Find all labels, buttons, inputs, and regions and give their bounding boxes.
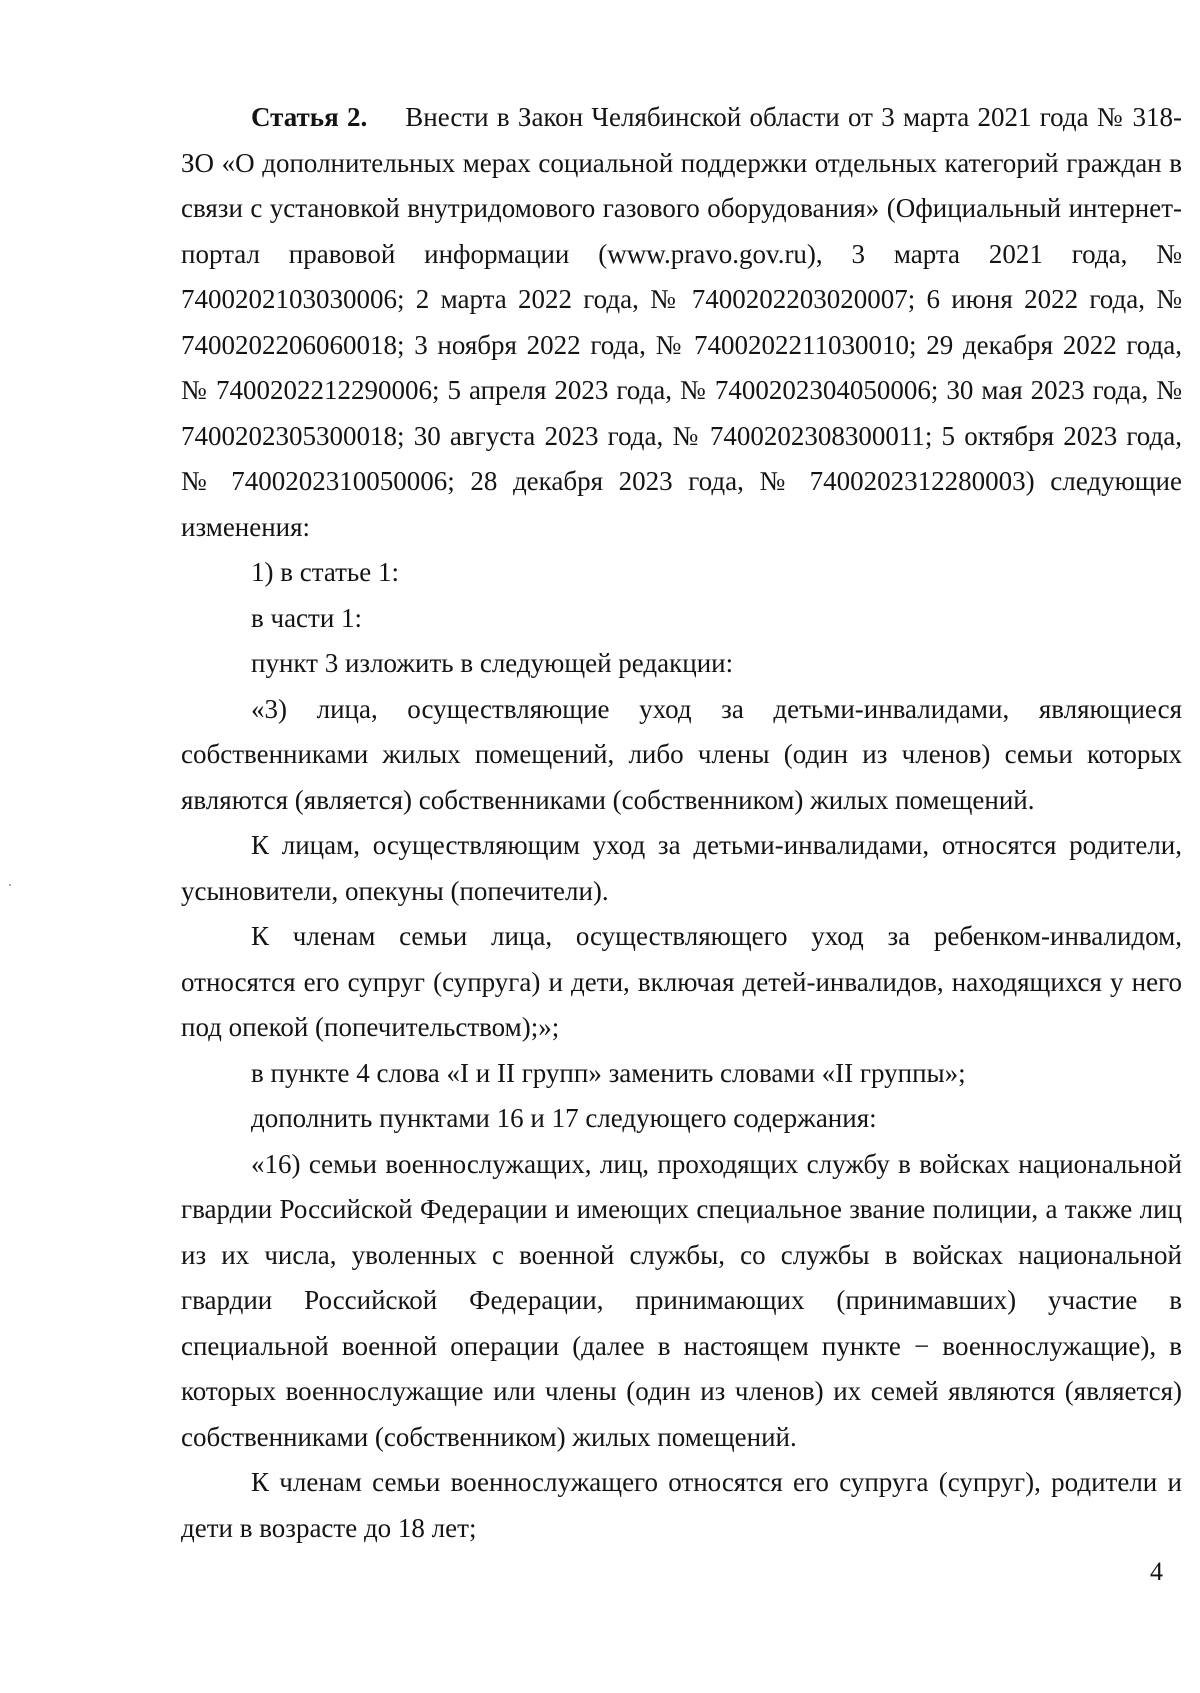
caregivers-definition: К лицам, осуществляющим уход за детьми-инвалидами, относятся родители, усыновители, опекуны (попечители). [181,830,1182,906]
article-heading: Статья 2. [251,102,368,132]
sub-item-part-1: в части 1: [251,602,363,633]
military-family-definition: К членам семьи военнослужащего относятся его супруга (супруг), родители и дети в возрасте до 18 лет; [181,1467,1182,1543]
points-16-17-intro: дополнить пунктами 16 и 17 следующего содержания: [251,1103,877,1133]
point-4-amendment: в пункте 4 слова «I и II групп» заменить словами «II группы»; [251,1057,966,1088]
document-body [181,95,1182,1551]
scan-artifact [9,884,11,886]
list-item-1: 1) в статье 1: [251,557,399,587]
family-members-definition: К членам семьи лица, осуществляющего уход за ребенком-инвалидом, относятся его супруг (супруга) и дети, включая детей-инвалидов, находящихся у него под опекой (попечительством);»; [181,921,1182,1042]
sub-item-point-3: пункт 3 изложить в следующей редакции: [251,648,734,678]
article-intro-text: Внести в Закон Челябинской области от 3 марта 2021 года № 318-ЗО «О дополнительных мерах социальной поддержки отдельных категорий граждан в связи с установкой внутридомового газового оборудования» (Официальный интернет-портал правовой информации (www.pravo.gov.ru), 3 марта 2021 года, № 7400202103030006; 2 марта 2022 года, № 7400202203020007; 6 июня 2022 года, № 7400202206060018; 3 ноября 2022 года, № 7400202211030010; 29 декабря 2022 года, № 7400202212290006; 5 апреля 2023 года, № 7400202304050006; 30 мая 2023 года, № 7400202305300018; 30 августа 2023 года, № 7400202308300011; 5 октября 2023 года, № 7400202310050006; 28 декабря 2023 года, № 7400202312280003) следующие изменения: [181,102,1182,542]
article-2-paragraph [181,95,1182,550]
quoted-point-3: «3) лица, осуществляющие уход за детьми-инвалидами, являющиеся собственниками жилых помещений, либо члены (один из членов) семьи которых являются (является) собственниками (собственником) жилых помещений. [181,693,1182,815]
page-number: 4 [1150,1557,1163,1586]
quoted-point-16: «16) семьи военнослужащих, лиц, проходящих службу в войсках национальной гвардии Российской Федерации и имеющих специальное звание полиции, а также лиц из их числа, уволенных с военной службы, со службы в войсках национальной гвардии Российской Федерации, принимающих (принимавших) участие в специальной военной операции (далее в настоящем пункте − военнослужащие), в которых военнослужащие или члены (один из членов) их семей являются (является) собственниками (собственником) жилых помещений. [181,1148,1182,1452]
